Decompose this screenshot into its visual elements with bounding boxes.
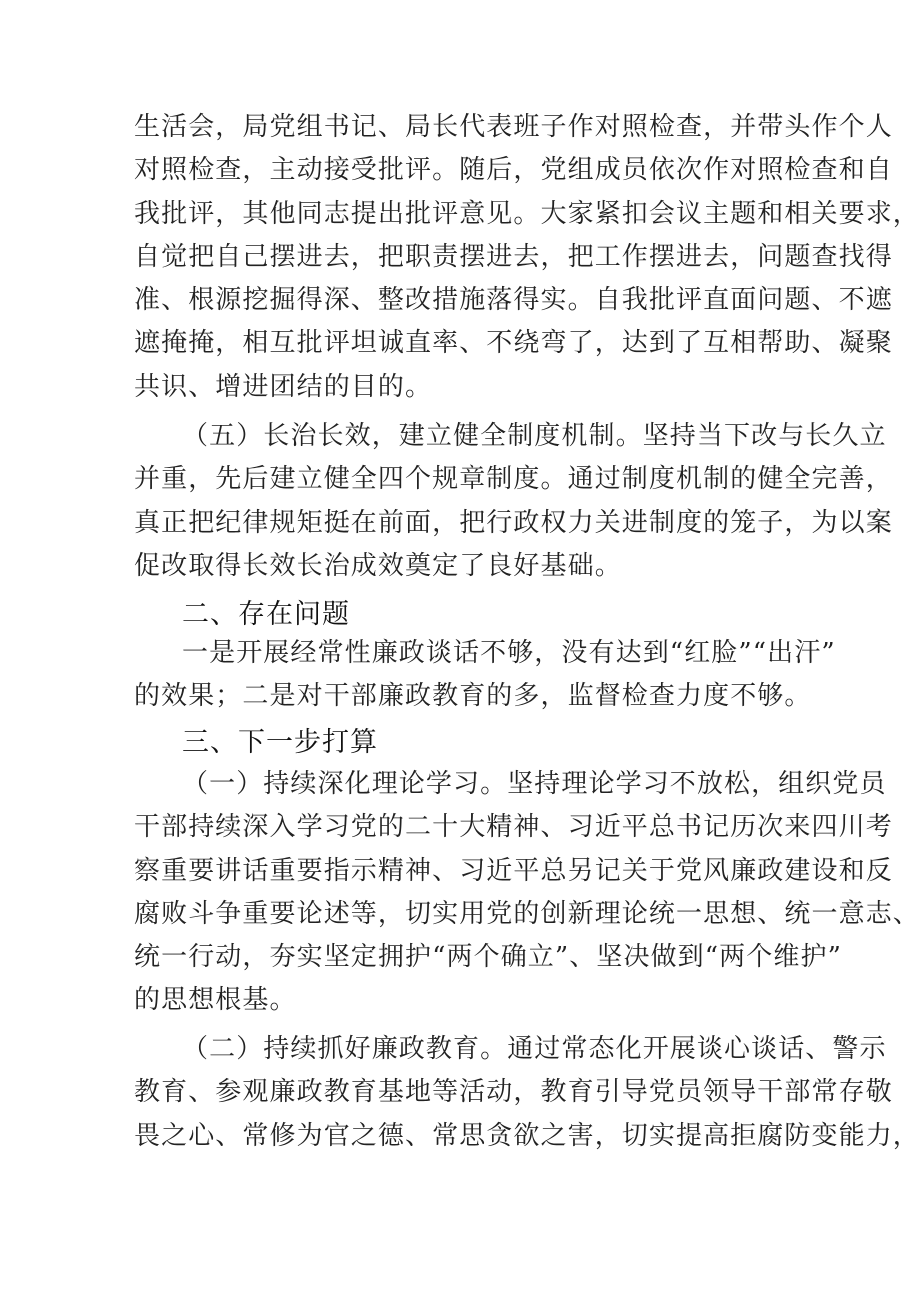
paragraph-line: 的思想根基。 — [134, 985, 297, 1016]
paragraph-line: 对照检查，主动接受批评。随后，党组成员依次作对照检查和自 — [134, 155, 893, 186]
paragraph-line: 生活会，局党组书记、局长代表班子作对照检查，并带头作个人 — [134, 112, 893, 142]
paragraph-line: 我批评，其他同志提出批评意见。大家紧扣会议主题和相关要求， — [134, 198, 920, 229]
paragraph-line: 干部持续深入学习党的二十大精神、习近平总书记历次来四川考 — [134, 812, 893, 843]
paragraph-line: 共识、增进团结的目的。 — [134, 371, 433, 402]
paragraph-line: 统一行动，夯实坚定拥护“两个确立”、坚决做到“两个维护” — [134, 942, 842, 973]
paragraph-line: 腐败斗争重要论述等，切实用党的创新理论统一思想、统一意志、 — [134, 898, 920, 929]
paragraph-line: 自觉把自己摆进去，把职责摆进去，把工作摆进去，问题查找得 — [134, 241, 893, 272]
section-heading-next-steps: 三、下一步打算 — [182, 727, 378, 758]
paragraph-line: （一）持续深化理论学习。坚持理论学习不放松，组织党员 — [182, 769, 887, 799]
paragraph-integrity-education — [134, 1028, 920, 1158]
paragraph-line: 畏之心、常修为官之德、常思贪欲之害，切实提高拒腐防变能力， — [134, 1120, 920, 1151]
paragraph-line: 察重要讲话重要指示精神、习近平总另记关于党风廉政建设和反 — [134, 855, 893, 886]
paragraph-line: 真正把纪律规矩挺在前面，把行政权力关进制度的笼子，为以案 — [134, 507, 893, 538]
paragraph-theory-study — [134, 763, 920, 1023]
paragraph-line: 促改取得长效长治成效奠定了良好基础。 — [134, 550, 622, 581]
paragraph-line: 准、根源挖掘得深、整改措施落得实。自我批评直面问题、不遮 — [134, 285, 893, 316]
paragraph-line: （二）持续抓好廉政教育。通过常态化开展谈心谈话、警示 — [182, 1034, 887, 1064]
paragraph-problems — [134, 632, 836, 719]
section-heading-problems: 二、存在问题 — [182, 599, 350, 630]
paragraph-line: 教育、参观廉政教育基地等活动，教育引导党员领导干部常存敬 — [134, 1077, 893, 1108]
paragraph-line: 并重，先后建立健全四个规章制度。通过制度机制的健全完善， — [134, 464, 893, 495]
paragraph-line: 一是开展经常性廉政谈话不够，没有达到“红脸”“出汗” — [182, 638, 836, 668]
paragraph-line: 的效果；二是对干部廉政教育的多，监督检查力度不够。 — [134, 681, 812, 712]
paragraph-life-meeting — [134, 106, 920, 409]
paragraph-line: 遮掩掩，相互批评坦诚直率、不绕弯了，达到了互相帮助、凝聚 — [134, 328, 893, 359]
paragraph-long-term-mechanism — [134, 415, 893, 588]
paragraph-line: （五）长治长效，建立健全制度机制。坚持当下改与长久立 — [182, 421, 887, 451]
